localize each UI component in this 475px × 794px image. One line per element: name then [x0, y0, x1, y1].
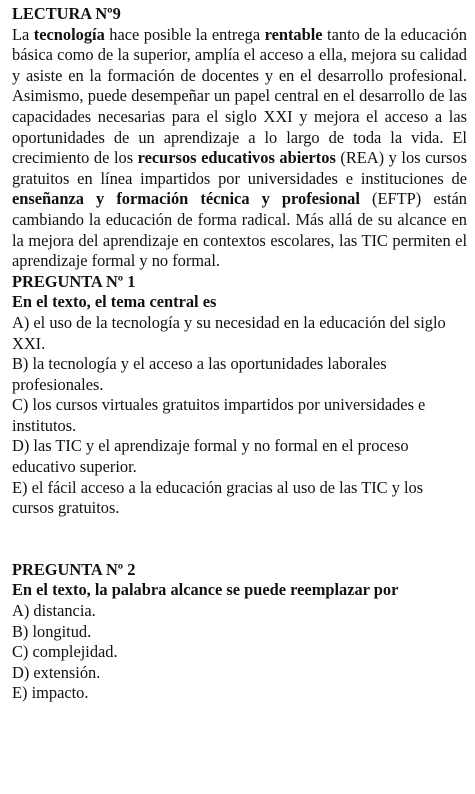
question-title: PREGUNTA Nº 2 [12, 559, 136, 579]
section-spacer [12, 519, 467, 560]
reading-segment: (REA) y los cursos gratuitos en línea impartidos por universidades e instituciones de [12, 148, 467, 188]
option-e[interactable]: E) impacto. [12, 683, 89, 703]
option-b[interactable]: B) la tecnología y el acceso a las oportunidades laborales profesionales. [12, 354, 387, 394]
option-e[interactable]: E) el fácil acceso a la educación gracias al uso de las TIC y los cursos gratuitos. [12, 477, 424, 518]
question-2 [12, 560, 467, 704]
reading-segment-bold: tecnología [33, 24, 105, 44]
option-a[interactable]: A) distancia. [12, 601, 96, 621]
reading-segment: hace posible la entrega [104, 24, 265, 44]
option-d[interactable]: D) las TIC y el aprendizaje formal y no formal en el proceso educativo superior. [12, 436, 409, 477]
reading-paragraph [12, 25, 467, 272]
reading-segment-bold: rentable [264, 24, 323, 44]
reading-segment: tanto de la educación básica como de la superior, amplía el acceso a ella, mejora su calidad y asiste en la formación de docentes y en el desarrollo profesional. Asimismo, puede desempeñar un papel central en el desarrollo de las capacidades necesarias para el siglo XXI y mejora el acceso a las oportunidades de un aprendizaje a lo largo de toda la vida. El crecimiento de los [12, 24, 467, 168]
option-d[interactable]: D) extensión. [12, 662, 101, 682]
reading-segment-bold: enseñanza y formación técnica y profesional [12, 189, 360, 209]
question-title: PREGUNTA Nº 1 [12, 271, 136, 291]
option-list [12, 313, 467, 519]
option-c[interactable]: C) los cursos virtuales gratuitos impartidos por universidades e institutos. [12, 395, 426, 435]
question-prompt: En el texto, la palabra alcance se puede reemplazar por [12, 580, 399, 600]
reading-segment-bold: recursos educativos abiertos [137, 148, 336, 168]
reading-segment: La [12, 24, 34, 44]
option-list [12, 601, 467, 704]
question-prompt: En el texto, el tema central es [12, 292, 217, 312]
option-b[interactable]: B) longitud. [12, 621, 92, 641]
option-c[interactable]: C) complejidad. [12, 642, 118, 662]
option-a[interactable]: A) el uso de la tecnología y su necesidad en la educación del siglo XXI. [12, 312, 446, 353]
reading-segment: (EFTP) están cambiando la educación de forma radical. Más allá de su alcance en la mejora del aprendizaje en contextos escolares, las TIC permiten el aprendizaje formal y no formal. [12, 189, 467, 271]
reading-title: LECTURA Nº9 [12, 4, 121, 23]
question-1 [12, 272, 467, 519]
